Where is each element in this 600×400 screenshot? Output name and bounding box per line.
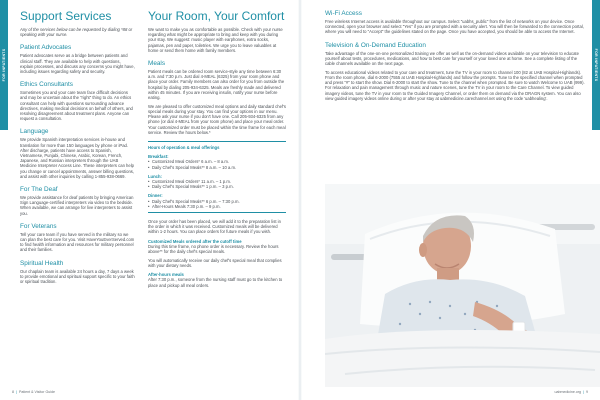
meal-hours-item: • Customized Meal Orders* 6 a.m. – 8 a.m. <box>148 159 286 164</box>
section-heading: For The Deaf <box>20 186 58 194</box>
section-body: Our chaplain team is available 24 hours a day, 7 days a week to provide emotional and spiritual support specific to your faith or spiritual tradition. <box>20 268 135 285</box>
footer-left: 8 | Patient & Visitor Guide <box>12 390 56 394</box>
meal-hours-item: • Daily Chef's Special Meals** 1 p.m. – 3 p.m. <box>148 184 286 189</box>
right-page-column <box>325 10 587 101</box>
section-body: Sometimes you and your care team face difficult decisions and may be uncertain about the "right" thing to do. An ethics consultant can help with questions surrounding advance directives, making medical decisions on behalf of others, and resolving disagreement about treatment plans. Anyone can request a consultation. <box>20 90 133 122</box>
cutoff-paragraph: During this time frame, no phone order is necessary. Review the hours above** for the daily chef's special meals. <box>148 243 279 254</box>
page-title: Support Services <box>20 9 112 23</box>
section-heading: Language <box>20 128 49 136</box>
page-number: 9 <box>586 390 588 394</box>
meal-hours-item: • Customized Meal Orders* 11 a.m. – 1 p.m. <box>148 179 286 184</box>
meal-hours-item: • Daily Chef's Special Meals** 8 a.m. – 10 a.m. <box>148 165 286 170</box>
room-comfort-column <box>148 10 286 288</box>
section-body: Patient advocates serve as a bridge between patients and clinical staff. They are available to help with questions, explain processes, and discuss any concerns you might have, including issues regarding safety and security. <box>20 53 135 75</box>
section-body: We provide Spanish interpretation services in-house and translation for more than 150 languages by phone or iPad. After discharge, patients have access to Spanish, Vietnamese, Punjabi, Chinese, Arabic, Korean, French, Japanese, and Russian interpreters through the UAB Medicine Interpreter Access Line. These interpreters can help you change or cancel appointments, answer billing questions, and assist with other inquiries by calling 1-855-938-0669. <box>20 137 135 179</box>
meal-group-label: Breakfast: <box>148 154 169 160</box>
page-title: Your Room, Your Comfort <box>148 9 285 23</box>
page-number: 8 <box>12 390 14 394</box>
section-heading: For Veterans <box>20 222 57 230</box>
patient-in-bed-image <box>325 184 600 387</box>
side-tab-left <box>0 0 8 130</box>
side-tab-label: FOR INPATIENTS <box>594 48 598 82</box>
patient-photo <box>325 184 600 387</box>
meal-group-label: Dinner: <box>148 193 163 199</box>
cutoff-paragraph: You will automatically receive our daily chef's special meal that complies with your dietary needs. <box>148 257 282 268</box>
meal-hours-box <box>148 141 286 213</box>
after-hours-paragraph: After 7:30 p.m., someone from the nursing staff must go to the kitchen to place and pickup all meal orders. <box>148 277 283 288</box>
wifi-heading: Wi-Fi Access <box>325 10 362 17</box>
meals-paragraph: Patient meals can be ordered room service-style any time between 6:30 a.m. and 7:30 p.m. Just dial 4-MEAL (6325) from your room phone and place your order. Family members can also order for you from outside the hospital by dialing 205-934-6325. Meals are freshly made and delivered within 45 minutes. If you are receiving insulin, notify your nurse before eating. <box>148 69 285 101</box>
tv-paragraph: To access educational videos related to your care and treatment, tune the TV in your room to channel 100 (82 at UAB Hospital-Highlands). From the room phone, dial 6-2000 (7555 at UAB Hospital-Highlands) and follow the prompts. Tune to the specified channel when prompted and press "#" to start the show. Dial 6-2000 to start the show. Tune to the channel when prompted. Be sure to watch Welcome to UAB (999). For relaxation and pain management through music and nature scenes, tune the TV in your room to the Care Channel. To view guided imagery videos, tune the TV in your room to the Guided Imagery Channel, or order them on demand via the DRAGN system. You can also view guided imagery videos online during or after your stay at uabmedicine.carechannel.net using the code 'uabhealing'. <box>325 69 585 101</box>
footer-website: uabmedicine.org <box>554 390 582 394</box>
section-body: We provide assistance for deaf patients by bringing American Sign Language-certified interpreters via video to the bedside. When available, we can arrange for live interpreters to assist you. <box>20 195 134 216</box>
support-services-column <box>20 10 135 284</box>
meal-group-label: Lunch: <box>148 173 162 179</box>
comfort-intro: We want to make you as comfortable as possible. Check with your nurse regarding what might be appropriate to bring and keep with you during your stay. We suggest: music player with earphones, extra socks, pajamas, pen and paper, toiletries. We urge you to leave valuables at home or send them home with family members. <box>148 27 283 53</box>
meal-hours-item: • After-Hours Meals 7:30 p.m. – 9 p.m. <box>148 204 286 209</box>
meals-paragraph: We are pleased to offer customized meal options and daily standard chef's special meals during your stay. You can find your options in our menu. Please ask your nurse if you don't have one. Call 205-934-6325 from any phone (or dial 4-MEAL from your room phone) and place your meal order. Your customized order must be placed within the time frame for each meal service. Review the hours below.* <box>148 103 286 135</box>
meals-heading: Meals <box>148 60 166 68</box>
support-intro: Any of the services below can be requested by dialing *88 or speaking with your nurse. <box>20 27 133 38</box>
side-tab-right <box>592 0 600 130</box>
footer-publication: Patient & Visitor Guide <box>18 390 56 394</box>
hours-heading: Hours of operation & meal offerings <box>148 144 220 150</box>
tv-paragraph: Take advantage of the one-on-one personalized training we offer as well as the on-demand videos available on your television to educate yourself about tests, procedures, medications, and how to best care for yourself or your loved one at home. See a complete listing of the cable channels available on the next page. <box>325 50 579 67</box>
cutoff-heading: Customized Meals ordered after the cutoff time <box>148 238 242 244</box>
order-placement-paragraph: Once your order has been placed, we will add it to the preparation list in the order in which it was received. Customized meals will be delivered within 1-2 hours. You can place orders for future meals if you wish. <box>148 218 281 235</box>
section-heading: Patient Advocates <box>20 44 72 52</box>
meal-hours-item: • Daily Chef's Special Meals** 6 p.m. – 7:30 p.m. <box>148 199 286 204</box>
section-body: Tell your care team if you have served in the military so we can plan the best care for you. Visit HaveYouEverServed.com to find health information and resources for military personnel and their families. <box>20 231 135 253</box>
section-heading: Ethics Consultants <box>20 81 73 89</box>
side-tab-label: FOR INPATIENTS <box>2 48 6 82</box>
page-gutter <box>298 0 302 400</box>
tv-heading: Television & On-Demand Education <box>325 41 426 49</box>
after-hours-heading: After-hours meals <box>148 272 184 278</box>
footer-right: uabmedicine.org | 9 <box>554 390 588 394</box>
wifi-paragraph: Free wireless Internet access is available throughout our campus. Select "uabhs_public" from the list of networks on your device. Once connected, open your browser and select "Yes" if you are prompted with a security alert. You will then be forwarded to the connection portal, where you will need to "Accept" the guidelines stated on the page. Once you have accepted, you should be able to access the Internet. <box>325 19 584 35</box>
section-heading: Spiritual Health <box>20 259 64 267</box>
